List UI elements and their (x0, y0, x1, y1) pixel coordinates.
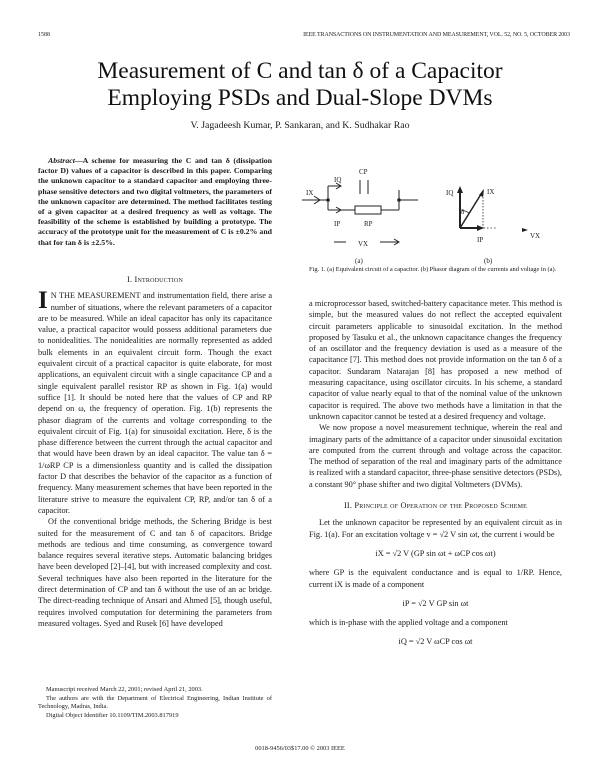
right-paragraph-1: a microprocessor based, switched-battery capacitance meter. This method is simple, but the measured values do not reflect the accepted equivalent circuit parameters applicable to sinusoidal excitation. In the method proposed by Tasuku et al., the unknown capacitance changes the frequency of an oscillator and the frequency deviation is used as a measure of the capacitance [7]. This method does not provide information on the tan δ of a capacitor. Sundaram Natarajan [8] has proposed a new method of measuring capacitance, using oscillator circuits. In his scheme, a standard capacitor of value nearly equal to that of the nominal value of the unknown capacitor is required. The above two methods have a limitation in that the unknown capacitor cannot be tested at a desired frequency and voltage. (309, 299, 562, 421)
phasor-label-ix: IX (487, 188, 495, 196)
section-number: I. (126, 275, 135, 284)
footnotes (38, 686, 272, 720)
footnote-affiliation: The authors are with the Department of Electrical Engineering, Indian Institute of Technology, Madras, India. (38, 694, 272, 711)
abstract-lead: Abstract (48, 156, 75, 165)
figure-label-b: (b) (484, 257, 493, 265)
circuit-and-phasor-diagram (300, 158, 590, 268)
title-line-1: Measurement of C and tan δ of a Capacitor (97, 58, 503, 84)
principle-paragraph-2: where GP is the equivalent conductance and is equal to 1/RP. Hence, current iX is made of a component (309, 568, 562, 589)
phasor-label-delta: δ (461, 208, 465, 216)
footnote-received: Manuscript received March 22, 2001; revised April 21, 2003. (46, 686, 203, 693)
drop-cap: I (38, 287, 48, 315)
section-introduction (38, 274, 272, 629)
title-line-2: Employing PSDs and Dual-Slope DVMs (107, 85, 493, 111)
right-column (309, 298, 562, 656)
authors: V. Jagadeesh Kumar, P. Sankaran, and K. Sudhakar Rao (190, 120, 410, 131)
intro-paragraph-1-text: N THE MEASUREMENT and instrumentation field, there arise a number of situations, where the relevant parameters of a capacitor are to be measured. While an ideal capacitor has only its capacitance value, a practical capacitor would possess additional parameters due to nonidealities. The nonidealities are normally represented as added bulk elements in an equivalent circuit form. Though the exact equivalent circuit of a practical capacitor is quite elaborate, for most applications, an equivalent circuit with a single capacitance CP and a single equivalent parallel resistor RP as shown in Fig. 1(a) would suffice [1]. It should be noted here that the values of CP and RP depend on ω, the frequency of operation. Fig. 1(b) represents the phasor diagram of the currents and voltage corresponding to the equivalent circuit of Fig. 1(a) for sinusoidal excitation. Here, δ is the phase difference between the current through the actual capacitor and that would have been drawn by an ideal capacitor. The value tan δ = 1/ωRP CP is a dimensionless quantity and is called the dissipation factor D that describes the behavior of the capacitor as a function of frequency. Many measurement schemes that have been reported in the literature strive to measure the equivalent CP, RP, and/or tan δ of a capacitor. (38, 291, 272, 515)
equation-1: iX = √2 V (GP sin ωt + ωCP cos ωt) (375, 548, 496, 558)
figure-1 (300, 158, 590, 268)
phasor-label-vx: VX (530, 232, 541, 240)
label-cp: CP (359, 168, 368, 176)
label-vx: VX (358, 240, 369, 248)
figure-caption: Fig. 1. (a) Equivalent circuit of a capacitor. (b) Phasor diagram of the currents and voltage in (a). (309, 266, 557, 273)
label-ix: IX (306, 189, 314, 197)
label-rp: RP (364, 220, 373, 228)
section-number: II. (343, 501, 355, 511)
section-title-text: Principle of Operation of the Proposed Scheme (354, 501, 528, 511)
abstract-text: —A scheme for measuring the C and tan δ (dissipation factor D) values of a capacitor is described in this paper. Comparing the unknown capacitor to a standard capacitor and employing three-phase sensitive detectors and two digital voltmeters, the parameters of the unknown capacitor are determined. The method facilitates testing of a given capacitor at a desired frequency as well as voltage. The feasibility of the scheme is established by building a prototype. The accuracy of the prototype unit for the measurement of C is ±0.2% and that for tan δ is ±2.5%. (38, 156, 272, 247)
equation-3: iQ = √2 V ωCP cos ωt (398, 637, 473, 647)
paper-title (0, 58, 600, 112)
principle-paragraph-1: Let the unknown capacitor be represented by an equivalent circuit as in Fig. 1(a). For an excitation voltage v = √2 V sin ωt, the current i would be (309, 518, 562, 539)
section-title-text: Introduction (134, 275, 183, 284)
section-title-introduction (38, 274, 272, 285)
figure-label-a: (a) (355, 257, 363, 265)
footnote-doi: Digital Object Identifier 10.1109/TIM.2003.817919 (46, 711, 179, 719)
copyright: 0018-9456/03$17.00 © 2003 IEEE (255, 745, 345, 752)
label-ip: IP (334, 220, 341, 228)
journal-header: IEEE TRANSACTIONS ON INSTRUMENTATION AND MEASUREMENT, VOL. 52, NO. 5, OCTOBER 2003 (303, 32, 570, 38)
section-title-principle (309, 500, 562, 511)
label-iq: IQ (334, 176, 342, 184)
intro-paragraph-2: Of the conventional bridge methods, the Schering Bridge is best suited for the measurement of C and tan δ of capacitors. Bridge methods are tedious and time consuming, as convergence toward balance requires several iterative steps. Automatic balancing bridges have been developed [2]–[4], but with increased complexity and cost. Several techniques have also been reported in the literature for the direct determination of CP and tan δ without the use of an ac bridge. The direct-reading technique of Ansari and Ahmed [5], though useful, requires involved computation for determining the parameters from measured voltages. Syed and Rusek [6] have developed (38, 517, 272, 628)
right-paragraph-2: We now propose a novel measurement technique, wherein the real and imaginary parts of the admittance of a capacitor under sinusoidal excitation are computed from the current through and voltage across the capacitor. The method of separation of the real and imaginary parts of the admittance is realized with a standard capacitor, three-phase sensitive detectors (PSDs), a constant 90° phase shifter and two digital Voltmeters (DVMs). (309, 423, 562, 489)
phasor-label-ip: IP (477, 236, 484, 244)
phasor-label-iq: IQ (446, 189, 454, 197)
equation-2: iP = √2 V GP sin ωt (402, 598, 469, 608)
abstract (38, 156, 272, 248)
principle-paragraph-3: which is in-phase with the applied voltage and a component (309, 618, 508, 628)
intro-paragraph-1 (38, 287, 272, 516)
page-number: 1588 (38, 32, 50, 38)
